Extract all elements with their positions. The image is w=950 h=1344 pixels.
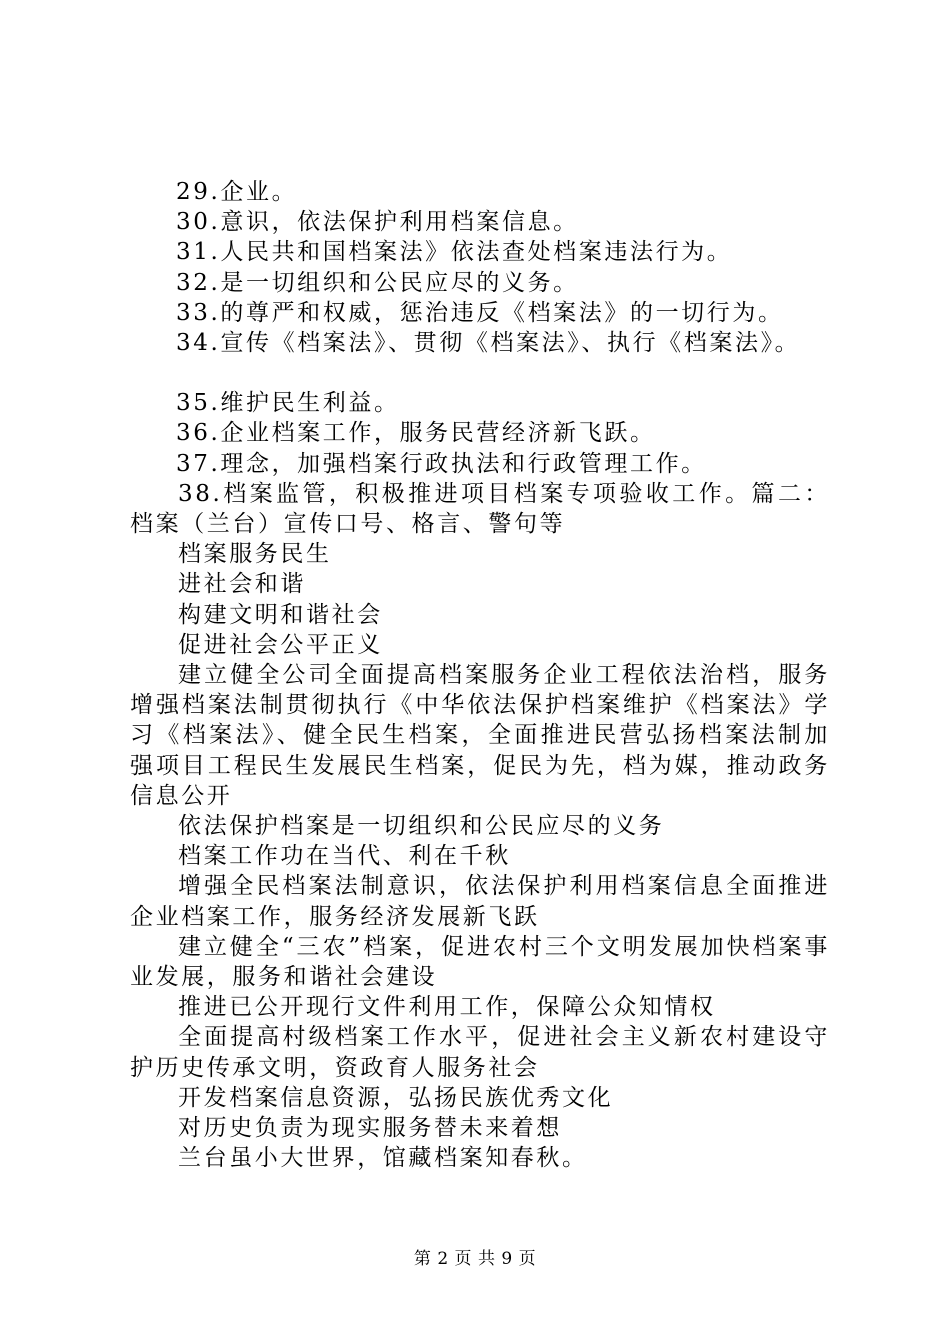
numbered-item-36: 36.企业档案工作，服务民营经济新飞跃。 <box>176 420 656 447</box>
numbered-item-37: 37.理念，加强档案行政执法和行政管理工作。 <box>176 450 707 477</box>
blank-line <box>130 358 830 388</box>
numbered-item-33: 33.的尊严和权威，惩治违反《档案法》的一切行为。 <box>176 299 784 326</box>
slogan-paragraph: 全面提高村级档案工作水平，促进社会主义新农村建设守护历史传承文明，资政育人服务社会 <box>130 1024 830 1081</box>
slogan-line: 依法保护档案是一切组织和公民应尽的义务 <box>178 813 665 840</box>
slogan-paragraph: 增强全民档案法制意识，依法保护利用档案信息全面推进企业档案工作，服务经济发展新飞跃 <box>130 873 830 930</box>
numbered-item-30: 30.意识，依法保护利用档案信息。 <box>176 209 579 236</box>
slogan-paragraph: 建立健全“三农”档案，促进农村三个文明发展加快档案事业发展，服务和谐社会建设 <box>130 933 830 991</box>
numbered-item-35: 35.维护民生利益。 <box>176 390 400 417</box>
slogan-line: 档案服务民生 <box>178 541 332 568</box>
slogan-line: 促进社会公平正义 <box>178 631 383 658</box>
numbered-item-29: 29.企业。 <box>176 179 298 205</box>
slogan-line: 对历史负责为现实服务替未来着想 <box>178 1115 562 1142</box>
numbered-item-32: 32.是一切组织和公民应尽的义务。 <box>176 269 579 296</box>
slogan-line: 兰台虽小大世界，馆藏档案知春秋。 <box>178 1145 588 1172</box>
slogan-line: 推进已公开现行文件利用工作，保障公众知情权 <box>178 994 716 1021</box>
numbered-item-38: 38.档案监管，积极推进项目档案专项验收工作。篇二：档案（兰台）宣传口号、格言、警句等 <box>130 480 830 538</box>
slogan-line: 开发档案信息资源，弘扬民族优秀文化 <box>178 1084 614 1111</box>
slogan-line: 构建文明和谐社会 <box>178 601 383 628</box>
slogan-paragraph: 建立健全公司全面提高档案服务企业工程依法治档，服务增强档案法制贯彻执行《中华依法保护档案维护《档案法》学习《档案法》、健全民生档案，全面推进民营弘扬档案法制加强项目工程民生发展民生档案，促民为先，档为媒，推动政务信息公开 <box>130 662 830 809</box>
page-footer: 第 2 页 共 9 页 <box>413 1249 537 1269</box>
slogan-line: 档案工作功在当代、利在千秋 <box>178 843 511 870</box>
document-body <box>130 177 830 1174</box>
numbered-item-34: 34.宣传《档案法》、贯彻《档案法》、执行《档案法》。 <box>176 330 801 357</box>
numbered-item-31: 31.人民共和国档案法》依法查处档案违法行为。 <box>176 239 733 266</box>
slogan-line: 进社会和谐 <box>178 571 306 598</box>
